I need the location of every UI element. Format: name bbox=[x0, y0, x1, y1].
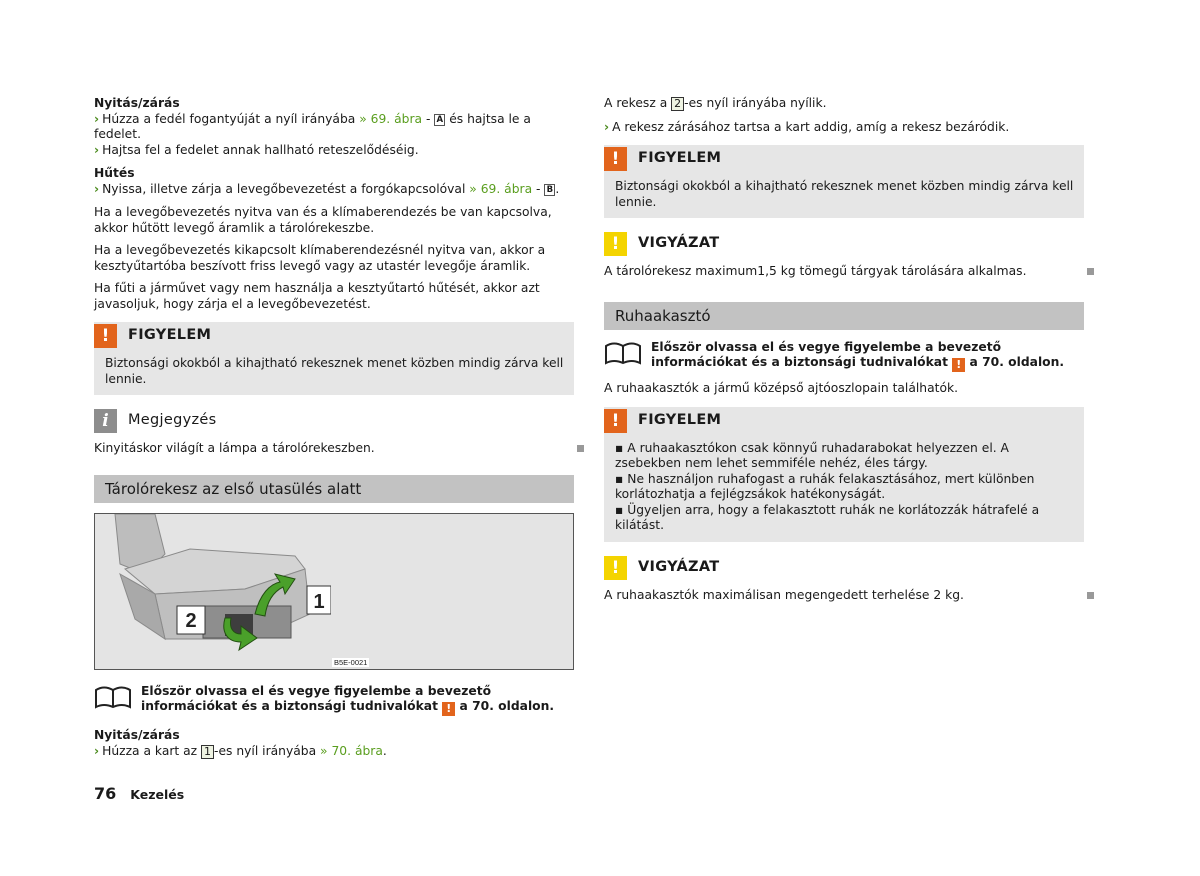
subheading-open-close: Nyitás/zárás bbox=[94, 96, 180, 110]
instruction-line: › Nyissa, illetve zárja a levegőbevezetést a forgókapcsolóval » 69. ábra - B . bbox=[94, 181, 560, 196]
arrow-bullet-icon: › bbox=[94, 111, 100, 126]
paragraph: A ruhaakasztók a jármű középső ajtóoszlopain találhatók. bbox=[604, 381, 959, 395]
end-square-icon bbox=[1087, 268, 1094, 275]
section-heading: Tárolórekesz az első utasülés alatt bbox=[94, 475, 574, 503]
read-first-note: Először olvassa el és vegye figyelembe a bevezető információkat és a biztonsági tudnivalókat ! a 70. oldalon. bbox=[604, 340, 1084, 373]
warning-icon: ! bbox=[604, 409, 627, 433]
figure-label-2: 2 bbox=[185, 609, 197, 632]
instruction-line: › Hajtsa fel a fedelet annak hallható reteszelődéséig. bbox=[94, 142, 419, 157]
figure-code: B5E-0021 bbox=[334, 657, 368, 667]
page-number: 76 bbox=[94, 784, 117, 803]
number-label: 1 bbox=[201, 745, 214, 759]
instruction-line: › Húzza a fedél fogantyúját a nyíl irányába » 69. ábra - A és hajtsa le a fedelet. bbox=[94, 111, 531, 141]
list-item: ▪ A ruhaakasztókon csak könnyű ruhadarabokat helyezzen el. A zsebekben nem lehet semmiféle nehéz, éles tárgy. bbox=[615, 440, 1009, 470]
arrow-bullet-icon: › bbox=[94, 743, 100, 758]
left-column bbox=[94, 96, 574, 759]
caution-text: A tárolórekesz maximum1,5 kg tömegű tárgyak tárolására alkalmas. bbox=[604, 264, 1084, 280]
arrow-bullet-icon: › bbox=[94, 142, 100, 157]
warning-title: FIGYELEM bbox=[128, 327, 212, 344]
figure bbox=[94, 513, 574, 670]
book-icon bbox=[94, 684, 132, 710]
caution-icon: ! bbox=[604, 556, 627, 580]
figure-link[interactable]: » 69. ábra bbox=[469, 181, 533, 196]
paragraph: Ha a levegőbevezetés nyitva van és a klímaberendezés be van kapcsolva, akkor hűtött levegő áramlik a tárolórekeszbe. bbox=[94, 205, 552, 235]
subheading-cooling: Hűtés bbox=[94, 166, 135, 180]
end-square-icon bbox=[1087, 592, 1094, 599]
instruction-line: › Húzza a kart az 1 -es nyíl irányába » 70. ábra. bbox=[94, 743, 387, 758]
letter-label: A bbox=[434, 114, 445, 126]
caution-title: VIGYÁZAT bbox=[638, 558, 720, 575]
arrow-bullet-icon: › bbox=[94, 181, 100, 196]
warning-box bbox=[604, 407, 1084, 542]
caution-header bbox=[604, 232, 1084, 256]
caution-title: VIGYÁZAT bbox=[638, 235, 720, 252]
paragraph: Ha a levegőbevezetés kikapcsolt klímaberendezésnél nyitva van, akkor a kesztyűtartóba beszívott friss levegő vagy az utastér levegője áramlik. bbox=[94, 243, 546, 273]
figure-label-1: 1 bbox=[313, 590, 325, 613]
book-icon bbox=[604, 340, 642, 366]
end-square-icon bbox=[577, 445, 584, 452]
warning-list bbox=[604, 433, 1084, 542]
note-header bbox=[94, 409, 574, 433]
figure-link[interactable]: » 70. ábra bbox=[320, 743, 383, 758]
subheading-open-close: Nyitás/zárás bbox=[94, 728, 180, 742]
number-label: 2 bbox=[671, 97, 684, 111]
letter-label: B bbox=[544, 184, 555, 196]
info-icon: i bbox=[94, 409, 117, 433]
instruction-line: › A rekesz zárásához tartsa a kart addig, amíg a rekesz bezáródik. bbox=[604, 119, 1010, 134]
caution-header bbox=[604, 556, 1084, 580]
arrow-bullet-icon: › bbox=[604, 119, 610, 134]
figure-link[interactable]: » 69. ábra bbox=[359, 111, 423, 126]
warning-box bbox=[94, 322, 574, 395]
warning-title: FIGYELEM bbox=[638, 411, 722, 428]
right-column bbox=[604, 96, 1084, 610]
warning-icon: ! bbox=[94, 324, 117, 348]
seat-illustration bbox=[95, 514, 331, 669]
warning-text: Biztonsági okokból a kihajtható rekesznek menet közben mindig zárva kell lennie. bbox=[615, 179, 1074, 209]
list-item: ▪ Ügyeljen arra, hogy a felakasztott ruhák ne korlátozzák hátrafelé a kilátást. bbox=[615, 502, 1040, 532]
warning-icon: ! bbox=[442, 702, 455, 716]
caution-icon: ! bbox=[604, 232, 627, 256]
note-text: Kinyitáskor világít a lámpa a tárolórekeszben. bbox=[94, 441, 574, 457]
list-item: ▪ Ne használjon ruhafogast a ruhák felakasztásához, mert különben korlátozhatja a fejlégzsákok hatékonyságát. bbox=[615, 471, 1035, 501]
figure-image bbox=[94, 513, 574, 670]
warning-text: Biztonsági okokból a kihajtható rekesznek menet közben mindig zárva kell lennie. bbox=[105, 356, 564, 386]
warning-icon: ! bbox=[952, 358, 965, 372]
warning-box bbox=[604, 145, 1084, 218]
chapter-name: Kezelés bbox=[130, 787, 185, 802]
paragraph: A rekesz a 2 -es nyíl irányába nyílik. bbox=[604, 96, 827, 110]
paragraph: Ha fűti a járművet vagy nem használja a kesztyűtartó hűtését, akkor azt javasoljuk, hogy zárja el a levegőbevezetést. bbox=[94, 281, 540, 311]
note-title: Megjegyzés bbox=[128, 412, 217, 429]
page-footer bbox=[94, 786, 184, 803]
section-heading: Ruhaakasztó bbox=[604, 302, 1084, 330]
warning-icon: ! bbox=[604, 147, 627, 171]
read-first-note: Először olvassa el és vegye figyelembe a bevezető információkat és a biztonsági tudnivalókat ! a 70. oldalon. bbox=[94, 684, 574, 717]
warning-title: FIGYELEM bbox=[638, 150, 722, 167]
caution-text: A ruhaakasztók maximálisan megengedett terhelése 2 kg. bbox=[604, 588, 1084, 604]
